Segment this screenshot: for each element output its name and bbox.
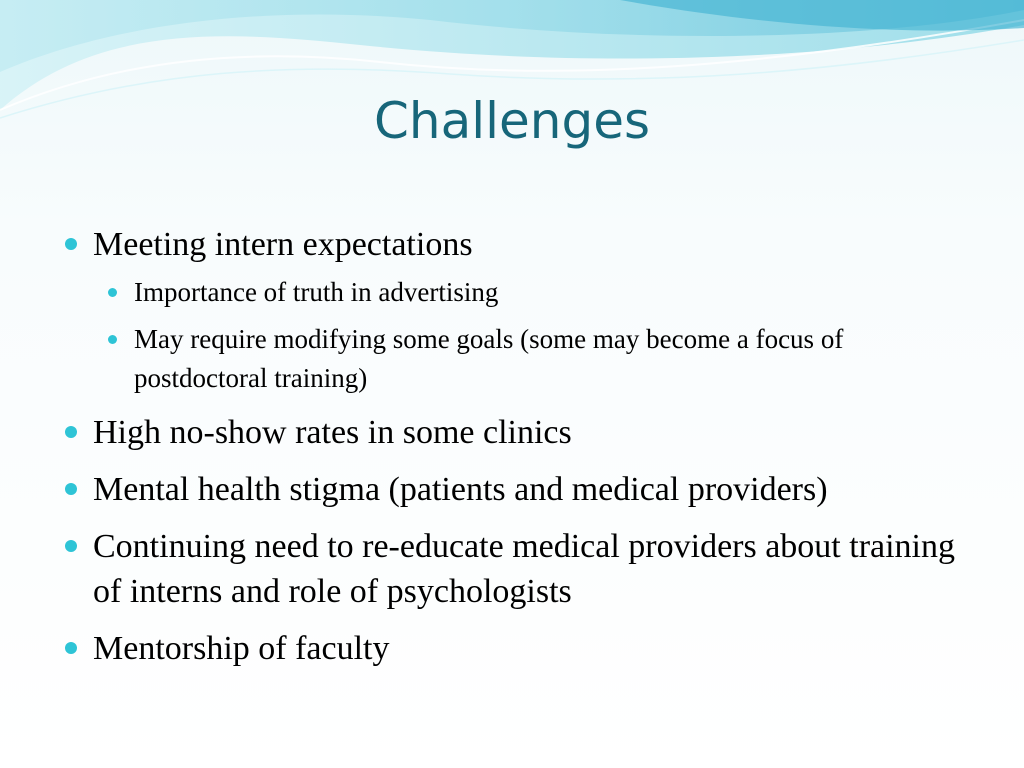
sub-bullet-item-modifying-goals bbox=[105, 320, 972, 398]
bullet-text: Mentorship of faculty bbox=[93, 630, 390, 667]
slide-content bbox=[62, 222, 972, 683]
sub-bullet-list bbox=[62, 273, 972, 398]
bullet-text: High no-show rates in some clinics bbox=[93, 414, 572, 451]
dot-bullet-icon bbox=[65, 483, 77, 495]
dot-bullet-icon bbox=[108, 288, 117, 297]
bullet-item-mental-health-stigma bbox=[62, 467, 972, 512]
dot-bullet-icon bbox=[65, 238, 77, 250]
bullet-item-meeting-intern-expectations bbox=[62, 222, 972, 267]
bullet-text: Mental health stigma (patients and medical providers) bbox=[93, 471, 828, 508]
sub-bullet-text: May require modifying some goals (some may become a focus of postdoctoral training) bbox=[134, 324, 844, 393]
dot-bullet-icon bbox=[65, 642, 77, 654]
dot-bullet-icon bbox=[65, 540, 77, 552]
sub-bullet-item-truth-in-advertising bbox=[105, 273, 972, 312]
bullet-item-mentorship-of-faculty bbox=[62, 626, 972, 671]
dot-bullet-icon bbox=[65, 426, 77, 438]
bullet-item-re-educate-providers bbox=[62, 524, 972, 614]
bullet-text: Continuing need to re-educate medical providers about training of interns and role of psychologists bbox=[93, 528, 956, 610]
bullet-text: Meeting intern expectations bbox=[93, 226, 473, 263]
slide-title: Challenges bbox=[373, 92, 651, 150]
bullet-item-no-show-rates bbox=[62, 410, 972, 455]
sub-bullet-text: Importance of truth in advertising bbox=[134, 277, 499, 307]
dot-bullet-icon bbox=[108, 335, 117, 344]
